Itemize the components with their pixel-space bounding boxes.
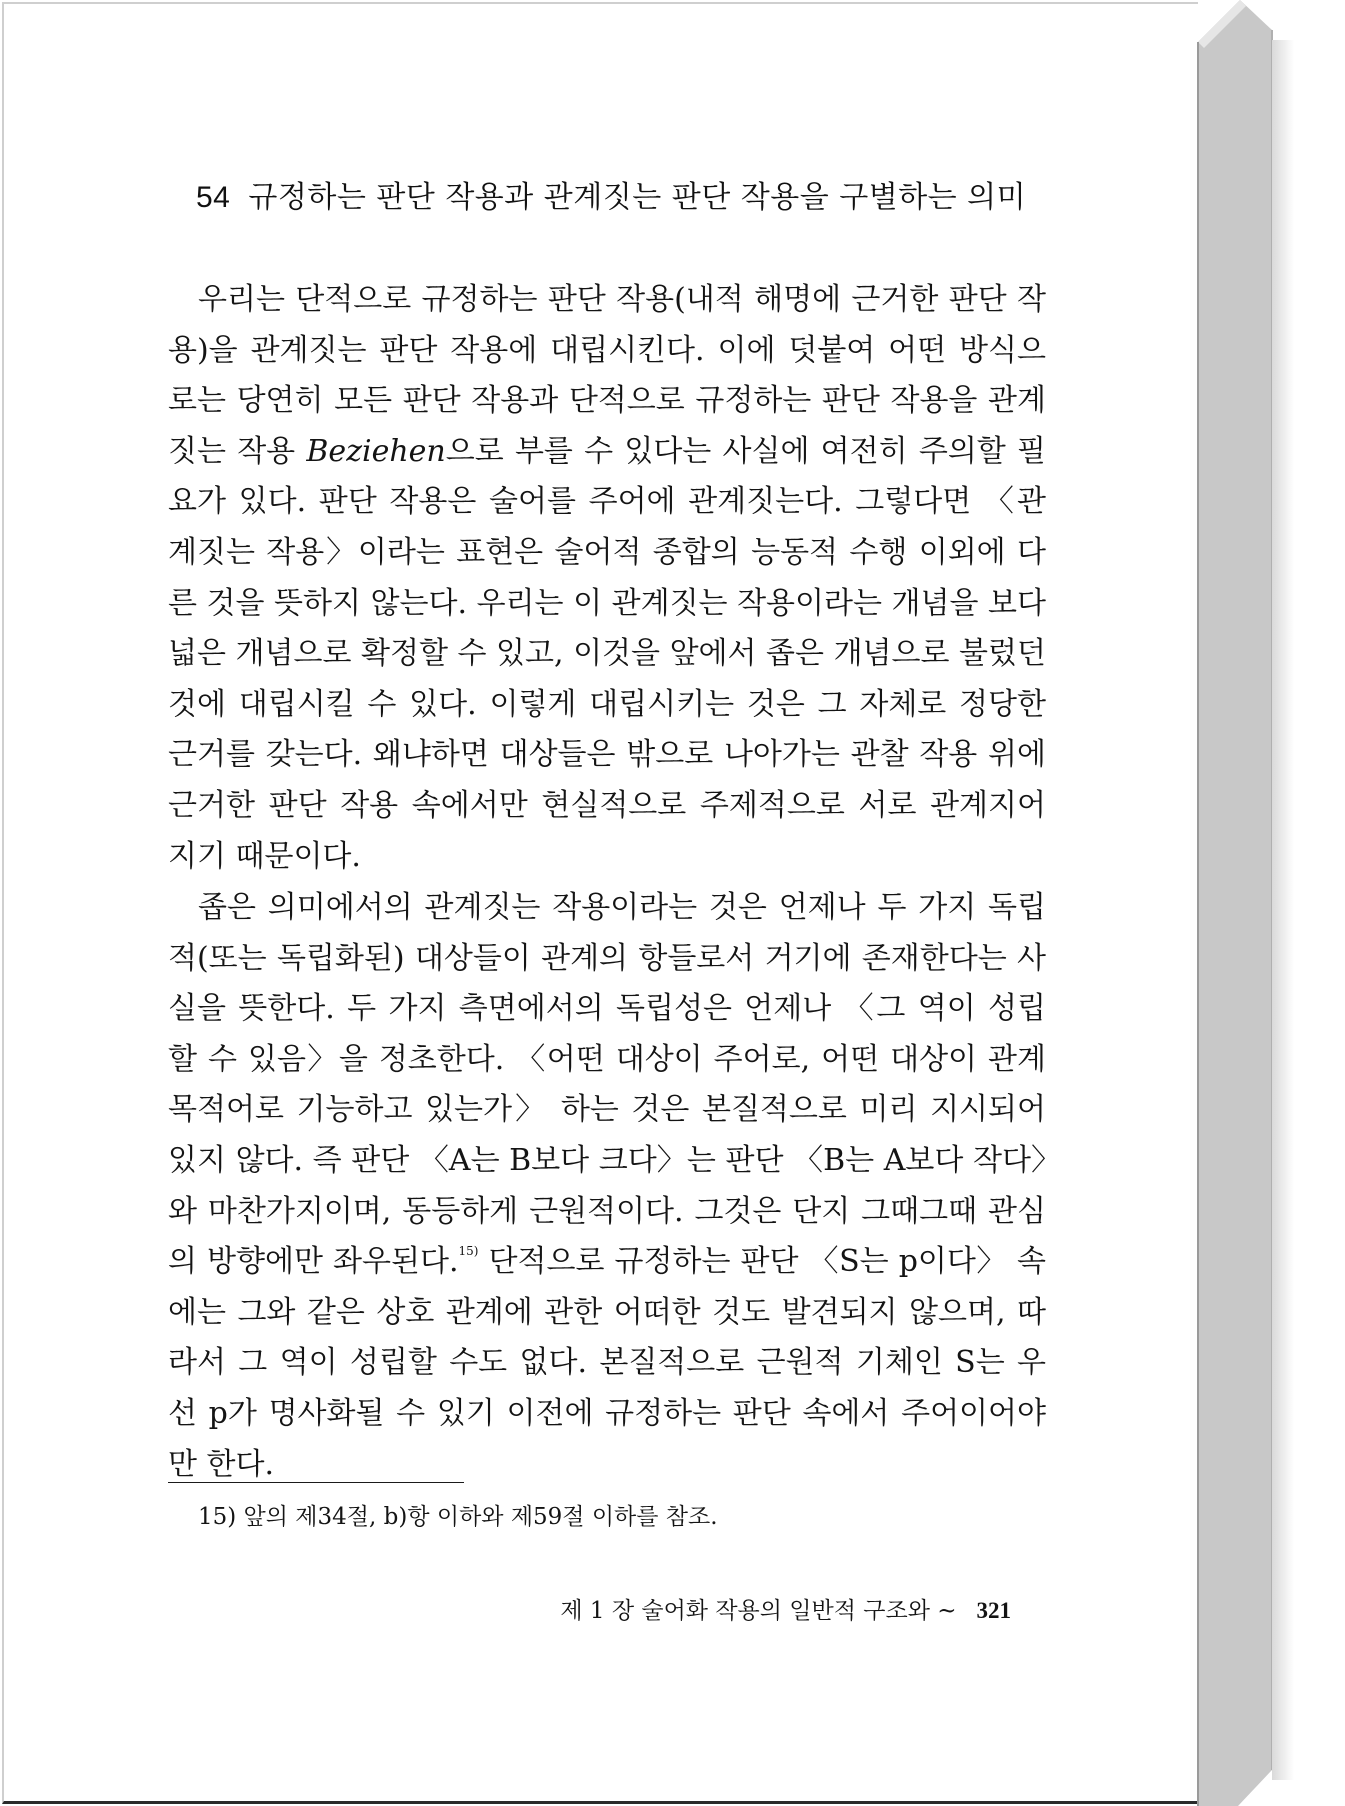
running-footer: [526, 1592, 1011, 1625]
running-footer-title: 제 1 장 술어화 작용의 일반적 구조와 ~: [560, 1598, 957, 1624]
paragraph-2-text-a: 좁은 의미에서의 관계짓는 작용이라는 것은 언제나 두 가지 독립적(또는 독립화된) 대상들이 관계의 항들로서 거기에 존재한다는 사실을 뜻한다. 두 가지 측면에서의 독립성은 언제나 〈그 역이 성립할 수 있음〉을 정초한다. 〈어떤 대상이 주어로, 어떤 대상이 관계 목적어로 기능하고 있는가〉 하는 것은 본질적으로 미리 지시되어 있지 않다. 즉 판단 〈A는 B보다 크다〉는 판단 〈B는 A보다 작다〉와 마찬가지이며, 동등하게 근원적이다. 그것은 단지 그때그때 관심의 방향에만 좌우된다.: [168, 890, 1046, 1280]
body-paragraph-1: [168, 275, 1046, 882]
paragraph-1-text-b: 으로 부를 수 있다는 사실에 여전히 주의할 필요가 있다. 판단 작용은 술어를 주어에 관계짓는다. 그렇다면 〈관계짓는 작용〉이라는 표현은 술어적 종합의 능동적 수행 이외에 다른 것을 뜻하지 않는다. 우리는 이 관계짓는 작용이라는 개념을 보다 넓은 개념으로 확정할 수 있고, 이것을 앞에서 좁은 개념으로 불렀던 것에 대립시킬 수 있다. 이렇게 대립시키는 것은 그 자체로 정당한 근거를 갖는다. 왜냐하면 대상들은 밖으로 나아가는 관찰 작용 위에 근거한 판단 작용 속에서만 현실적으로 주제적으로 서로 관계지어지기 때문이다.: [168, 433, 1046, 874]
paragraph-2-text-b: 단적으로 규정하는 판단 〈S는 p이다〉 속에는 그와 같은 상호 관계에 관한 어떠한 것도 발견되지 않으며, 따라서 그 역이 성립할 수도 없다. 본질적으로 근원적 기체인 S는 우선 p가 명사화될 수 있기 이전에 규정하는 판단 속에서 주어이어야만 한다.: [168, 1244, 1046, 1482]
page-shadow: [1272, 40, 1294, 1780]
section-title: 규정하는 판단 작용과 관계짓는 판단 작용을 구별하는 의미: [248, 180, 1027, 215]
body-paragraph-2: [168, 883, 1046, 1490]
book-spine: [1198, 0, 1272, 1806]
paragraph-1-text-a: 우리는 단적으로 규정하는 판단 작용(내적 해명에 근거한 판단 작용)을 관계짓는 판단 작용에 대립시킨다. 이에 덧붙여 어떤 방식으로는 당연히 모든 판단 작용과 단적으로 규정하는 판단 작용을 관계짓는 작용: [168, 282, 1046, 469]
footnote-reference[interactable]: 15): [458, 1244, 479, 1259]
footnote-text: 15) 앞의 제34절, b)항 이하와 제59절 이하를 참조.: [198, 1504, 718, 1530]
page-number: 321: [976, 1598, 1011, 1623]
section-number: 54: [196, 181, 231, 214]
paragraph-1-italic-term: Beziehen: [306, 433, 446, 469]
section-heading: [196, 172, 1046, 216]
footnote-divider: [168, 1482, 464, 1483]
